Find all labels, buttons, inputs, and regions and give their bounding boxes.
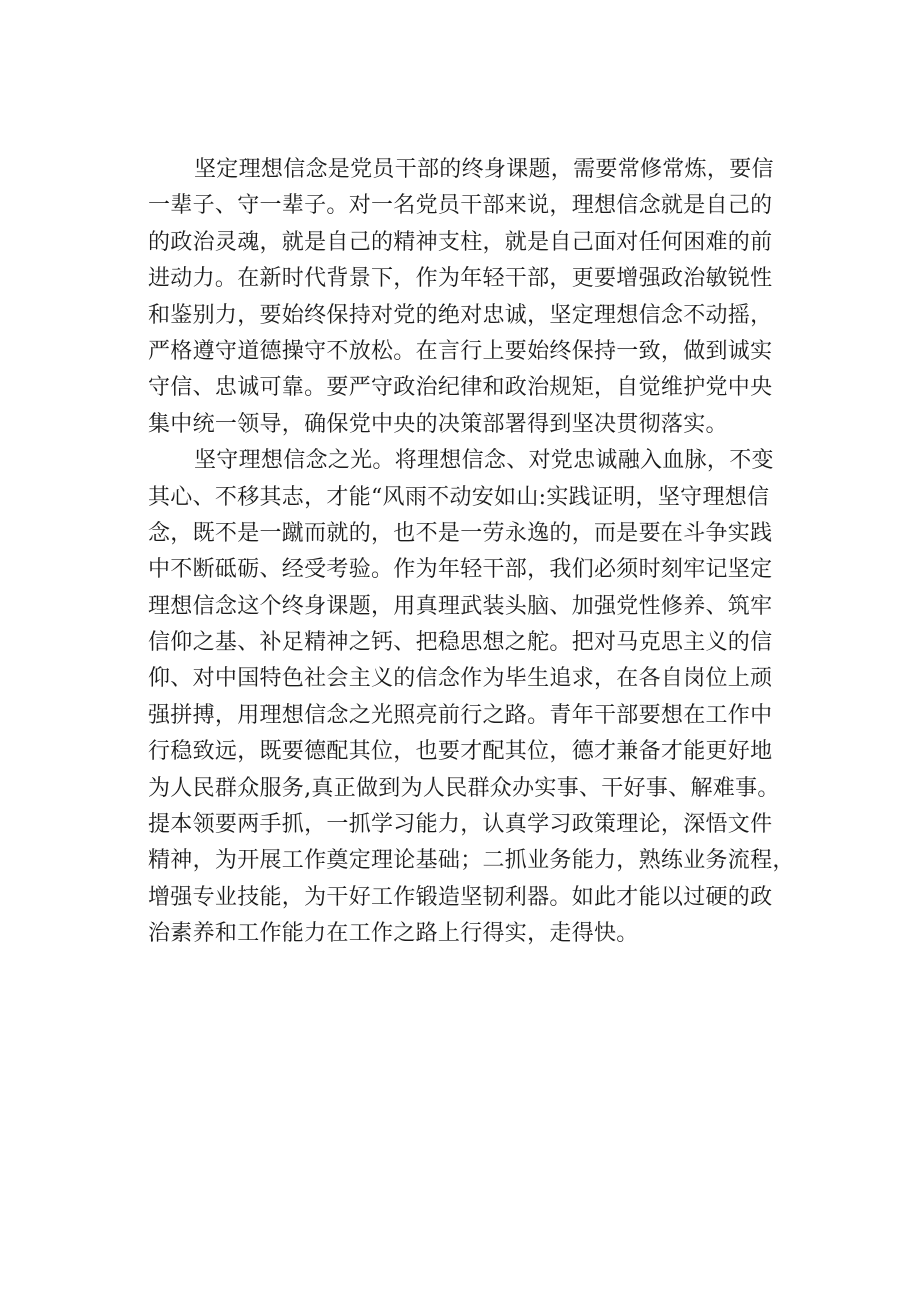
paragraph-line: 行稳致远，既要德配其位，也要才配其位，德才兼备才能更好地 <box>148 739 773 765</box>
paragraph-1 <box>148 152 808 443</box>
paragraph-line: 和鉴别力，要始终保持对党的绝对忠诚，坚定理想信念不动摇， <box>148 302 773 328</box>
paragraph-line: 精神，为开展工作奠定理论基础；二抓业务能力，熟练业务流程， <box>148 848 795 874</box>
paragraph-line: 集中统一领导，确保党中央的决策部署得到坚决贯彻落实。 <box>148 411 728 437</box>
paragraph-line: 增强专业技能，为干好工作锻造坚韧利器。如此才能以过硬的政 <box>148 884 773 910</box>
paragraph-line: 治素养和工作能力在工作之路上行得实，走得快。 <box>148 921 639 947</box>
paragraph-line: 提本领要两手抓，一抓学习能力，认真学习政策理论，深悟文件 <box>148 812 773 838</box>
paragraph-line: 仰、对中国特色社会主义的信念作为毕生追求，在各自岗位上顽 <box>148 666 773 692</box>
paragraph-line: 坚定理想信念是党员干部的终身课题，需要常修常炼，要信 <box>194 157 774 182</box>
paragraph-line: 守信、忠诚可靠。要严守政治纪律和政治规矩，自觉维护党中央 <box>148 375 773 401</box>
paragraph-line: 中不断砥砺、经受考验。作为年轻干部，我们必须时刻牢记坚定 <box>148 557 773 583</box>
paragraph-line: 进动力。在新时代背景下，作为年轻干部，更要增强政治敏锐性 <box>148 266 773 292</box>
paragraph-line: 坚守理想信念之光。将理想信念、对党忠诚融入血脉，不变 <box>194 448 774 474</box>
paragraph-line: 强拼搏，用理想信念之光照亮前行之路。青年干部要想在工作中 <box>148 702 773 728</box>
paragraph-line: 理想信念这个终身课题，用真理武装头脑、加强党性修养、筑牢 <box>148 593 773 619</box>
paragraph-line: 一辈子、守一辈子。对一名党员干部来说，理想信念就是自己的 <box>148 193 773 219</box>
paragraph-line: 念，既不是一蹴而就的，也不是一劳永逸的，而是要在斗争实践 <box>148 520 773 546</box>
paragraph-2 <box>148 443 808 952</box>
document-body <box>148 152 808 953</box>
paragraph-line: 信仰之基、补足精神之钙、把稳思想之舵。把对马克思主义的信 <box>148 630 773 656</box>
paragraph-line: 其心、不移其志，才能“风雨不动安如山:实践证明，坚守理想信 <box>148 484 770 510</box>
paragraph-line: 严格遵守道德操守不放松。在言行上要始终保持一致，做到诚实 <box>148 338 773 364</box>
paragraph-line: 为人民群众服务,真正做到为人民群众办实事、干好事、解难事。 <box>148 775 780 801</box>
paragraph-line: 的政治灵魂，就是自己的精神支柱，就是自己面对任何困难的前 <box>148 229 773 255</box>
